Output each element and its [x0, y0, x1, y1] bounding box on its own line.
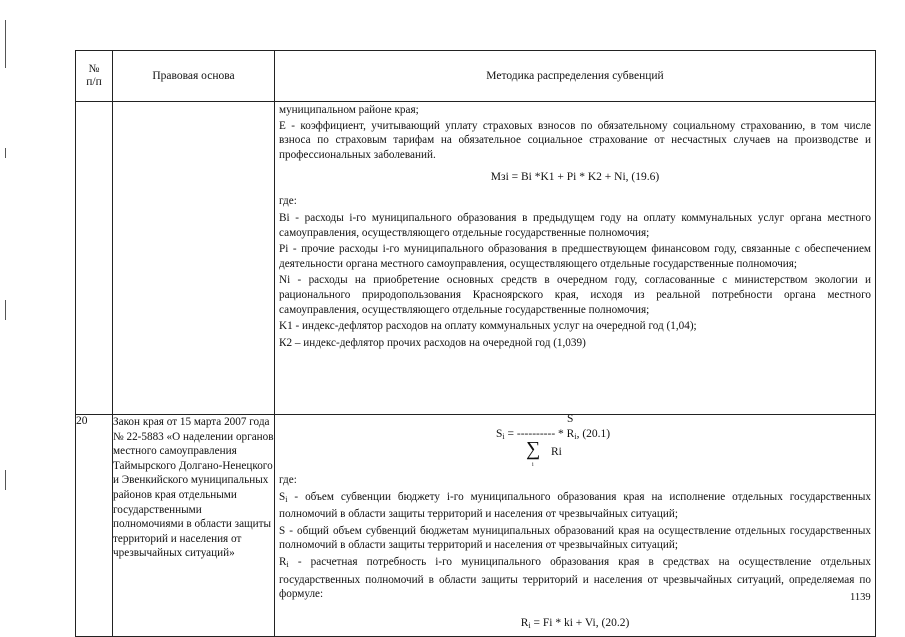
definition: К2 – индекс-дефлятор прочих расходов на очередной год (1,039) [279, 336, 586, 349]
formula-20-2: $R_i = Fi$ * ki + Vi, (20.2) [520, 616, 630, 630]
paragraph: Е - коэффициент, учитывающий уплату страховых взносов по обязательному социальному страхованию, в том числе взноса по страховым тарифам на обязательное социальное страхование от несчастных случаев на производстве и профессиональных заболеваний. [279, 119, 871, 161]
definition: Ni - расходы на приобретение основных средств в очередном году, согласованные с министерством экологии и рационального природопользования Красноярского края, исходя из реальной потребности органа местного самоуправления, осуществляющего отдельные государственные полномочия; [279, 274, 871, 316]
paragraph: муниципальном районе края; [279, 104, 419, 116]
formula-20-1 [275, 413, 875, 468]
header-number: № п/п [76, 51, 113, 102]
sum-index: i [532, 462, 534, 468]
table-header-row [76, 51, 876, 102]
page-number: 1139 [850, 592, 871, 603]
header-legal-basis: Правовая основа [113, 51, 275, 102]
row-method-cell [275, 415, 876, 637]
definition: Bi - расходы i-го муниципального образования в предыдущем году на оплату коммунальных услуг органа местного самоуправления, осуществляющего отдельные государственные полномочия; [279, 211, 871, 239]
fraction-numerator: S [567, 413, 574, 425]
row-method-cell [275, 102, 876, 415]
row-number-cell: 20 [76, 415, 113, 637]
where-label: где: [279, 474, 297, 486]
definition: K1 - индекс-дефлятор расходов на оплату коммунальных услуг на очередной год (1,04); [279, 320, 697, 333]
row-number-cell [76, 102, 113, 415]
subvention-table [75, 50, 876, 637]
where-label: где: [279, 195, 297, 208]
row-legal-cell [113, 102, 275, 415]
row-legal-cell: Закон края от 15 марта 2007 года № 22-5883 «О наделении органов местного самоуправления Таймырского Долгано-Ненецкого и Эвенкийского муниципальных районов края отдельными государственными полномочиями в области защиты территорий и населения от чрезвычайных ситуаций» [113, 415, 275, 637]
table-row [76, 415, 876, 637]
fraction-denominator: Ri [551, 446, 562, 458]
header-methodology: Методика распределения субвенций [275, 51, 876, 102]
formula-19-6: Мзi = Bi *K1 + Pi * K2 + Ni, (19.6) [490, 171, 660, 184]
definition: S - общий объем субвенций бюджетам муниципальных образований края на осуществление отдельных государственных полномочий в области защиты территорий и населения от чрезвычайных ситуаций; [279, 524, 871, 552]
fraction-lhs: $S_i$ = ---------- * $R_i$, (20.1) [496, 428, 611, 441]
scan-edge-mark [5, 300, 6, 320]
definition: $S_i$ - объем субвенции бюджету i-го муниципального образования края на исполнение отдельных государственных полномочий в области защиты территорий и населения от чрезвычайных ситуаций; [279, 490, 871, 521]
sum-symbol: ∑ [526, 438, 541, 460]
definition: Pi - прочие расходы i-го муниципального образования в предшествующем финансовом году, связанные с обеспечением деятельности органа местного самоуправления, осуществляющего отдельные государственные полномочия; [279, 243, 871, 270]
table-row [76, 102, 876, 415]
scan-edge-mark [5, 470, 6, 490]
scan-edge-mark [5, 148, 6, 158]
definition: $R_i$ - расчетная потребность i-го муниципального образования края в средствах на осуществление отдельных государственных полномочий в области защиты территорий и населения от чрезвычайных ситуаций, определяемая по формуле: [279, 555, 871, 601]
scan-edge-mark [5, 20, 6, 68]
